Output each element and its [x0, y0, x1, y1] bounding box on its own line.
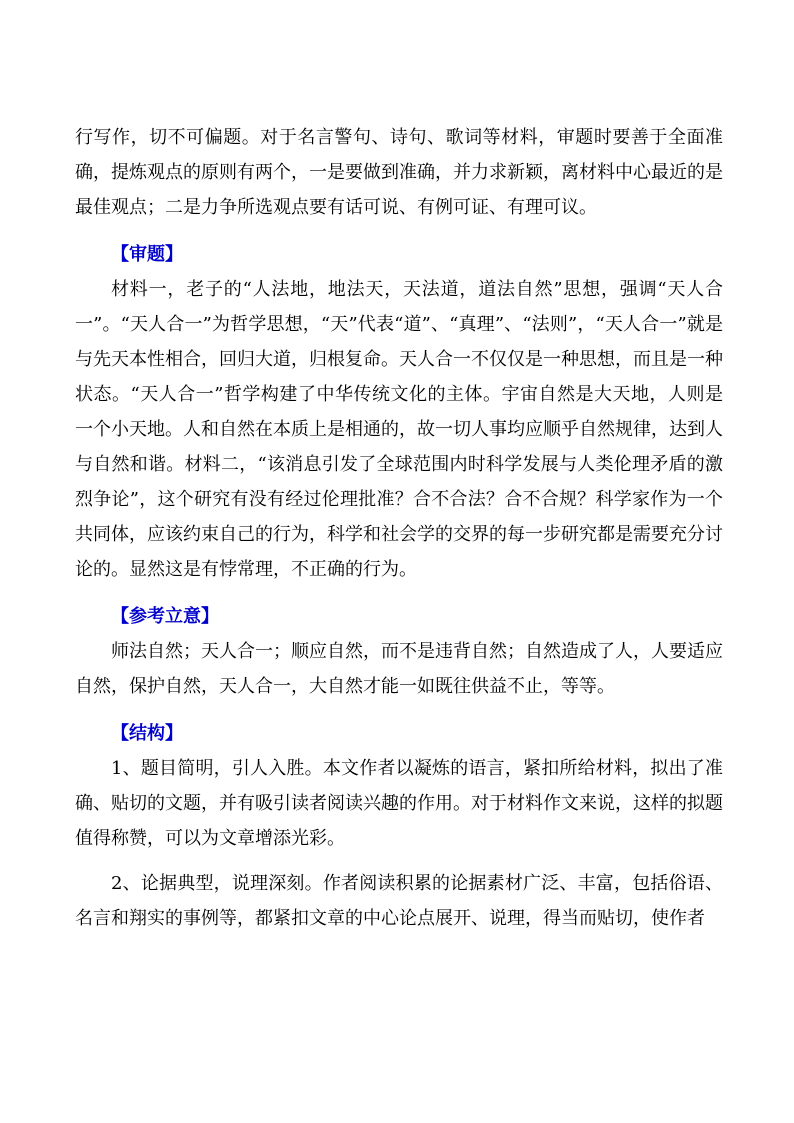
section-paragraph-cankao-liyi: 师法自然；天人合一；顺应自然，而不是违背自然；自然造成了人，人要适应自然，保护自然，天人合一，大自然才能一如既往供益不止，等等。: [75, 641, 723, 697]
section-heading-shenti: 【审题】: [111, 244, 183, 265]
section-paragraph-jiegou-1: 1、题目简明，引人入胜。本文作者以凝炼的语言，紧扣所给材料，拟出了准确、贴切的文题，并有吸引读者阅读兴趣的作用。对于材料作文来说，这样的拟题值得称赞，可以为文章增添光彩。: [75, 758, 723, 849]
section-heading-cankao-liyi: 【参考立意】: [111, 606, 219, 627]
section-paragraph-jiegou-2: 2、论据典型，说理深刻。作者阅读积累的论据素材广泛、丰富，包括俗语、名言和翔实的事例等，都紧扣文章的中心论点展开、说理，得当而贴切，使作者: [75, 873, 723, 929]
section-heading-jiegou: 【结构】: [111, 723, 183, 744]
document-body: [75, 120, 723, 936]
intro-paragraph: 行写作，切不可偏题。对于名言警句、诗句、歌词等材料，审题时要善于全面准确，提炼观点的原则有两个，一是要做到准确，并力求新颖，离材料中心最近的是最佳观点；二是力争所选观点要有话可说、有例可证、有理可议。: [75, 127, 723, 218]
section-paragraph-shenti: 材料一，老子的“人法地，地法天，天法道，道法自然”思想，强调“天人合一”。“天人合一”为哲学思想，“天”代表“道”、“真理”、“法则”，“天人合一”就是与先天本性相合，回归大道，归根复命。天人合一不仅仅是一种思想，而且是一种状态。“天人合一”哲学构建了中华传统文化的主体。宇宙自然是大天地，人则是一个小天地。人和自然在本质上是相通的，故一切人事均应顺乎自然规律，达到人与自然和谐。材料二，“该消息引发了全球范围内时科学发展与人类伦理矛盾的激烈争论”，这个研究有没有经过伦理批准？合不合法？合不合规？科学家作为一个共同体，应该约束自己的行为，科学和社会学的交界的每一步研究都是需要充分讨论的。显然这是有悖常理，不正确的行为。: [75, 279, 723, 580]
